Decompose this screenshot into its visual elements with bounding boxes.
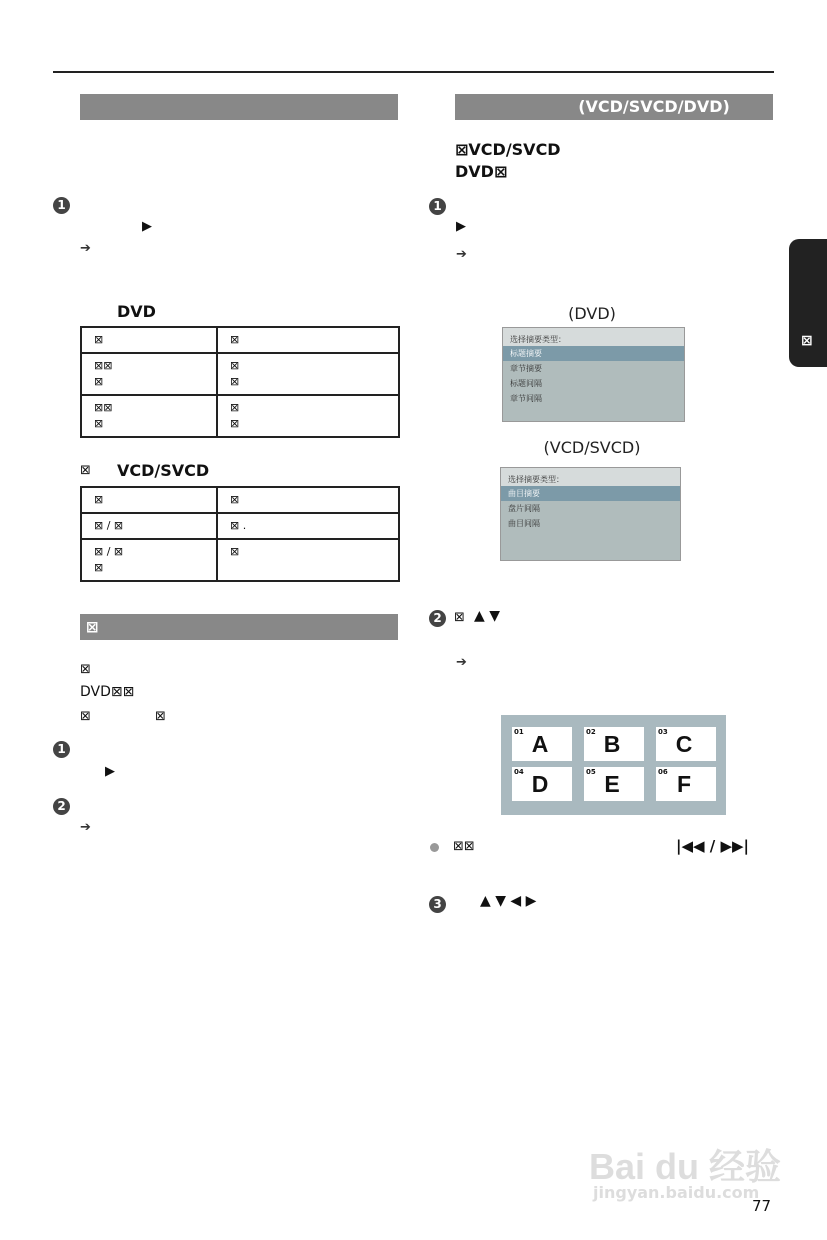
paragraph-line-2: DVD⊠⊠ bbox=[80, 684, 135, 700]
thumbnail-label: C bbox=[675, 731, 693, 757]
menu-item-chapter-digest[interactable]: 章节摘要 bbox=[510, 364, 542, 373]
table-cell: ⊠ bbox=[81, 327, 217, 353]
table-cell: ⊠ / ⊠ ⊠ bbox=[81, 539, 217, 581]
thumbnail-number: 02 bbox=[586, 728, 596, 736]
play-icon: ▶ bbox=[105, 764, 115, 779]
intro-line-1: ⊠VCD/SVCD bbox=[455, 140, 561, 159]
thumbnail[interactable] bbox=[584, 767, 644, 801]
thumbnail[interactable] bbox=[656, 727, 716, 761]
page-number: 77 bbox=[752, 1197, 772, 1215]
step-2-badge: 2 bbox=[53, 798, 70, 815]
table-cell: ⊠ ⊠ bbox=[217, 353, 399, 395]
bullet-text: ⊠⊠ bbox=[453, 839, 475, 854]
menu-header: 选择摘要类型： bbox=[501, 468, 680, 486]
table-cell: ⊠ bbox=[81, 487, 217, 513]
vcd-digest-menu bbox=[500, 467, 681, 561]
table-cell: ⊠ bbox=[217, 539, 399, 581]
step-2-badge: 2 bbox=[429, 610, 446, 627]
result-arrow-icon: ➔ bbox=[80, 820, 91, 835]
skip-buttons-icon: |◀◀ / ▶▶| bbox=[676, 837, 750, 855]
paragraph-line-1: ⊠ bbox=[80, 662, 91, 677]
thumbnail-label: F bbox=[676, 771, 692, 797]
thumbnail[interactable] bbox=[512, 767, 572, 801]
menu-item-track-digest[interactable]: 曲目摘要 bbox=[501, 486, 680, 501]
table-cell: ⊠ bbox=[217, 327, 399, 353]
side-tab-label: ⊠ bbox=[801, 333, 813, 349]
table-row bbox=[81, 539, 399, 581]
thumbnail[interactable] bbox=[512, 727, 572, 761]
baidu-watermark-url: jingyan.baidu.com bbox=[593, 1183, 760, 1202]
thumbnail-label: B bbox=[603, 731, 621, 757]
menu-item-track-interval[interactable]: 曲目间隔 bbox=[508, 519, 540, 528]
menu-item-title-interval[interactable]: 标题间隔 bbox=[510, 379, 542, 388]
table-row bbox=[81, 395, 399, 437]
table-row bbox=[81, 353, 399, 395]
table-cell: ⊠⊠ ⊠ bbox=[81, 353, 217, 395]
section-2-title: ⊠ bbox=[86, 618, 99, 636]
thumbnail-number: 04 bbox=[514, 768, 524, 776]
thumbnail-number: 06 bbox=[658, 768, 668, 776]
menu-item-chapter-interval[interactable]: 章节间隔 bbox=[510, 394, 542, 403]
dvd-digest-menu bbox=[502, 327, 685, 422]
menu-header: 选择摘要类型： bbox=[503, 328, 684, 346]
right-section-bar bbox=[455, 94, 773, 120]
table-cell: ⊠ bbox=[217, 487, 399, 513]
vcd-caption: (VCD/SVCD) bbox=[543, 438, 641, 457]
result-arrow-icon: ➔ bbox=[456, 655, 467, 670]
baidu-watermark-logo: Bai du 经验 bbox=[589, 1146, 782, 1187]
play-icon: ▶ bbox=[456, 219, 466, 234]
table-row bbox=[81, 513, 399, 539]
direction-arrows-icon: ▲ ▼ ◀ ▶ bbox=[480, 893, 537, 909]
table-row bbox=[81, 327, 399, 353]
thumbnail-number: 01 bbox=[514, 728, 524, 736]
dvd-table bbox=[80, 326, 400, 438]
vcd-prefix: ⊠ bbox=[80, 463, 91, 478]
table-cell: ⊠ . bbox=[217, 513, 399, 539]
result-arrow-icon: ➔ bbox=[80, 241, 91, 256]
play-icon: ▶ bbox=[142, 219, 152, 234]
dvd-heading: DVD bbox=[117, 302, 156, 321]
thumbnail[interactable] bbox=[656, 767, 716, 801]
language-side-tab bbox=[789, 239, 827, 367]
up-down-arrows-icon: ▲ ▼ bbox=[474, 608, 500, 624]
step-1-badge: 1 bbox=[53, 197, 70, 214]
thumbnail-label: D bbox=[531, 771, 549, 797]
result-arrow-icon: ➔ bbox=[456, 247, 467, 262]
table-row bbox=[81, 487, 399, 513]
left-section-2-bar bbox=[80, 614, 398, 640]
table-cell: ⊠⊠ ⊠ bbox=[81, 395, 217, 437]
step-3-badge: 3 bbox=[429, 896, 446, 913]
table-cell: ⊠ / ⊠ bbox=[81, 513, 217, 539]
table-cell: ⊠ ⊠ bbox=[217, 395, 399, 437]
menu-item-title-digest[interactable]: 标题摘要 bbox=[503, 346, 684, 361]
thumbnail[interactable] bbox=[584, 727, 644, 761]
vcd-table bbox=[80, 486, 400, 582]
thumbnail-number: 03 bbox=[658, 728, 668, 736]
bullet-icon bbox=[430, 843, 439, 852]
vcd-heading: VCD/SVCD bbox=[117, 461, 210, 480]
thumbnail-grid bbox=[501, 715, 726, 815]
dvd-caption: (DVD) bbox=[568, 304, 616, 323]
left-section-bar bbox=[80, 94, 398, 120]
step-2-text: ⊠ bbox=[454, 610, 465, 625]
thumbnail-number: 05 bbox=[586, 768, 596, 776]
menu-item-disc-interval[interactable]: 盘片间隔 bbox=[508, 504, 540, 513]
step-1-badge: 1 bbox=[429, 198, 446, 215]
paragraph-line-3: ⊠ ⊠ bbox=[80, 709, 166, 724]
thumbnail-label: A bbox=[531, 731, 549, 757]
step-1-badge: 1 bbox=[53, 741, 70, 758]
thumbnail-label: E bbox=[604, 771, 620, 797]
top-rule bbox=[53, 71, 774, 73]
intro-line-2: DVD⊠ bbox=[455, 162, 508, 181]
right-section-title: (VCD/SVCD/DVD) bbox=[578, 97, 730, 116]
